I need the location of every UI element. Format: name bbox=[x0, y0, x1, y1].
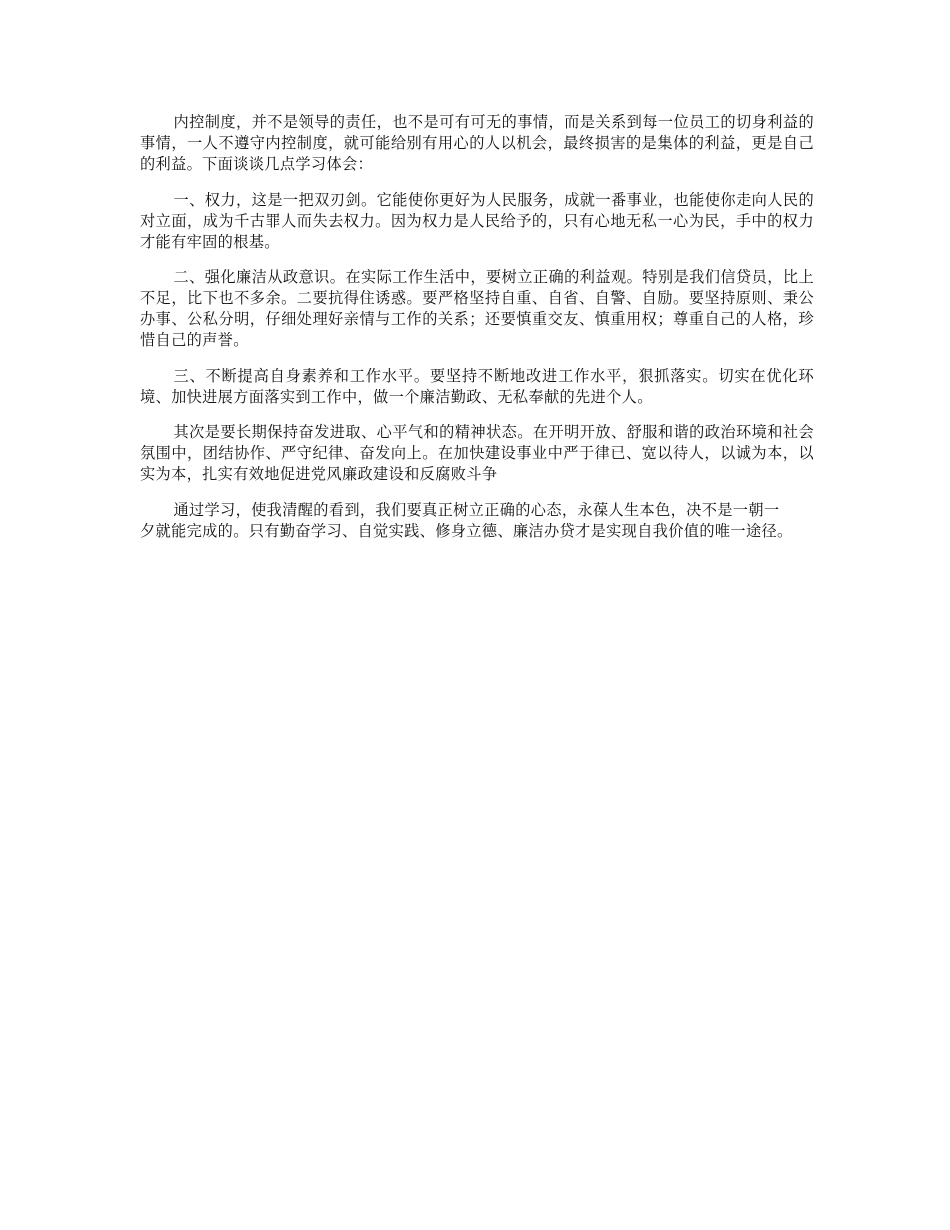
conclusion-line-1: 通过学习，使我清醒的看到，我们要真正树立正确的心态，永葆人生本色，决不是一朝一 bbox=[173, 500, 780, 519]
paragraph-integrity: 二、强化廉洁从政意识。在实际工作生活中，要树立正确的利益观。特别是我们信贷员，比上不足，比下也不多余。二要抗得住诱惑。要严格坚持自重、自省、自警、自励。要坚持原则、秉公办事、公私分明，仔细处理好亲情与工作的关系；还要慎重交友、慎重用权；尊重自己的人格，珍惜自己的声誉。 bbox=[140, 268, 814, 349]
paragraph-conclusion bbox=[140, 500, 830, 542]
document-body bbox=[140, 112, 814, 556]
conclusion-line-2: 夕就能完成的。只有勤奋学习、自觉实践、修身立德、廉洁办贷才是实现自我价值的唯一途径。 bbox=[140, 521, 793, 540]
paragraph-improvement: 三、不断提高自身素养和工作水平。要坚持不断地改进工作水平，狠抓落实。切实在优化环境、加快进展方面落实到工作中，做一个廉洁勤政、无私奉献的先进个人。 bbox=[140, 366, 814, 406]
paragraph-power: 一、权力，这是一把双刃剑。它能使你更好为人民服务，成就一番事业，也能使你走向人民的对立面，成为千古罪人而失去权力。因为权力是人民给予的，只有心地无私一心为民，手中的权力才能有牢固的根基。 bbox=[140, 190, 814, 251]
paragraph-intro: 内控制度，并不是领导的责任，也不是可有可无的事情，而是关系到每一位员工的切身利益的事情，一人不遵守内控制度，就可能给别有用心的人以机会，最终损害的是集体的利益，更是自己的利益。下面谈谈几点学习体会： bbox=[140, 113, 814, 173]
paragraph-spirit: 其次是要长期保持奋发进取、心平气和的精神状态。在开明开放、舒服和谐的政治环境和社会氛围中，团结协作、严守纪律、奋发向上。在加快建设事业中严于律已、宽以待人，以诚为本，以实为本，扎实有效地促进党风廉政建设和反腐败斗争 bbox=[140, 423, 814, 483]
